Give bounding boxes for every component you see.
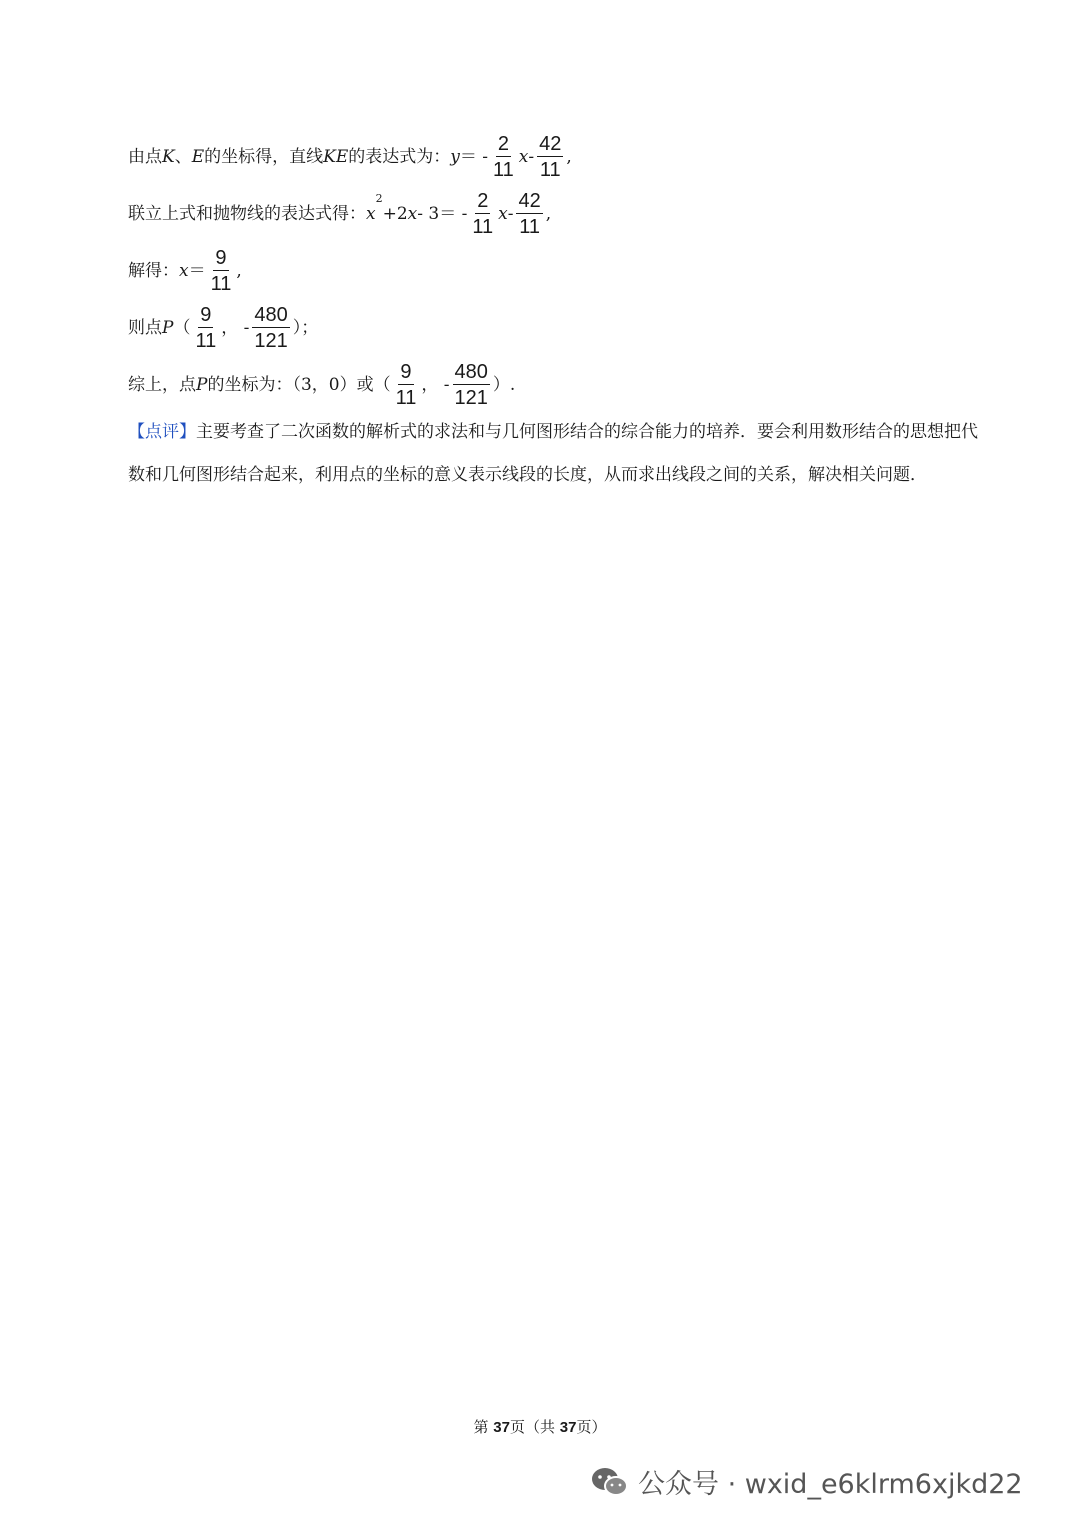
text: 解得：: [128, 260, 179, 281]
var-k: K: [162, 146, 175, 167]
var-x: x: [179, 260, 189, 281]
fraction: [193, 305, 218, 351]
text: 联立上式和抛物线的表达式得：: [128, 203, 366, 224]
exponent: 2: [375, 192, 383, 205]
text: ＝: [188, 260, 206, 281]
numerator: 480: [254, 304, 288, 326]
watermark-text: 公众号 · wxid_e6klrm6xjkd22: [638, 1469, 1023, 1500]
text: ）.: [492, 374, 516, 395]
text: -: [528, 146, 535, 167]
text: 的坐标为：（3，0）或（: [207, 374, 391, 395]
watermark: [590, 1462, 1023, 1501]
denominator: 121: [254, 330, 288, 352]
fraction: [470, 191, 495, 237]
text: - 3＝ -: [417, 203, 468, 224]
comment-text: 主要考查了二次函数的解析式的求法和与几何图形结合的综合能力的培养．要会利用数形结合的思想把代数和几何图形结合起来，利用点的坐标的意义表示线段的长度，从而求出线段之间的关系，解决相关问题．: [128, 422, 978, 485]
denominator: 11: [210, 273, 232, 295]
text: ）；: [292, 317, 319, 338]
numerator: 2: [477, 190, 489, 212]
text: 页）: [576, 1418, 607, 1436]
text: 的坐标得，直线: [204, 146, 324, 167]
numerator: 42: [539, 133, 562, 155]
text: ,: [566, 146, 572, 167]
var-x: x: [366, 203, 376, 224]
text: 的表达式为：: [348, 146, 451, 167]
denominator: 11: [493, 159, 514, 181]
var-x: x: [518, 146, 529, 167]
numerator: 9: [400, 361, 412, 383]
numerator: 480: [454, 361, 488, 383]
var-e: E: [191, 146, 205, 167]
var-x: x: [498, 203, 508, 224]
line-summary: [128, 362, 515, 408]
var-y: y: [450, 146, 460, 167]
page-number: 37: [493, 1419, 510, 1436]
fraction: [252, 305, 289, 351]
numerator: 9: [215, 247, 227, 269]
fraction: [537, 134, 563, 180]
line-simultaneous: [128, 191, 551, 237]
text: -: [507, 203, 514, 224]
line-ke-expression: [128, 134, 572, 180]
text: 第: [473, 1418, 494, 1436]
var-p: P: [196, 374, 208, 395]
fraction: [394, 362, 419, 408]
denominator: 11: [395, 387, 417, 409]
var-ke: KE: [323, 146, 349, 167]
text: 由点: [128, 146, 162, 167]
total-pages: 37: [559, 1419, 577, 1436]
var-x: x: [407, 203, 418, 224]
numerator: 42: [518, 190, 541, 212]
fraction: [209, 248, 234, 294]
denominator: 121: [454, 387, 488, 409]
denominator: 11: [539, 159, 561, 181]
comment-tag: 【点评】: [128, 422, 196, 442]
comment-paragraph: [128, 411, 978, 497]
text: 页（共: [509, 1418, 560, 1436]
wechat-icon: [590, 1466, 630, 1498]
numerator: 2: [497, 133, 509, 155]
numerator: 9: [200, 304, 212, 326]
fraction: [491, 134, 516, 180]
text: ,: [545, 203, 552, 224]
text: 综上，点: [128, 374, 196, 395]
denominator: 11: [472, 216, 494, 238]
fraction: [453, 362, 490, 408]
line-solution: [128, 248, 242, 294]
denominator: 11: [519, 216, 540, 238]
text: ， -: [221, 317, 250, 338]
page-footer: [0, 1416, 1080, 1437]
text: ， -: [421, 374, 450, 395]
text: +2: [382, 203, 408, 224]
text: 则点: [128, 317, 162, 338]
text: ＝ -: [459, 146, 489, 167]
text: ,: [236, 260, 242, 281]
var-p: P: [162, 317, 174, 338]
fraction: [516, 191, 542, 237]
line-point-p: [128, 305, 318, 351]
text: （: [173, 317, 191, 338]
denominator: 11: [195, 330, 217, 352]
text: 、: [174, 146, 192, 167]
